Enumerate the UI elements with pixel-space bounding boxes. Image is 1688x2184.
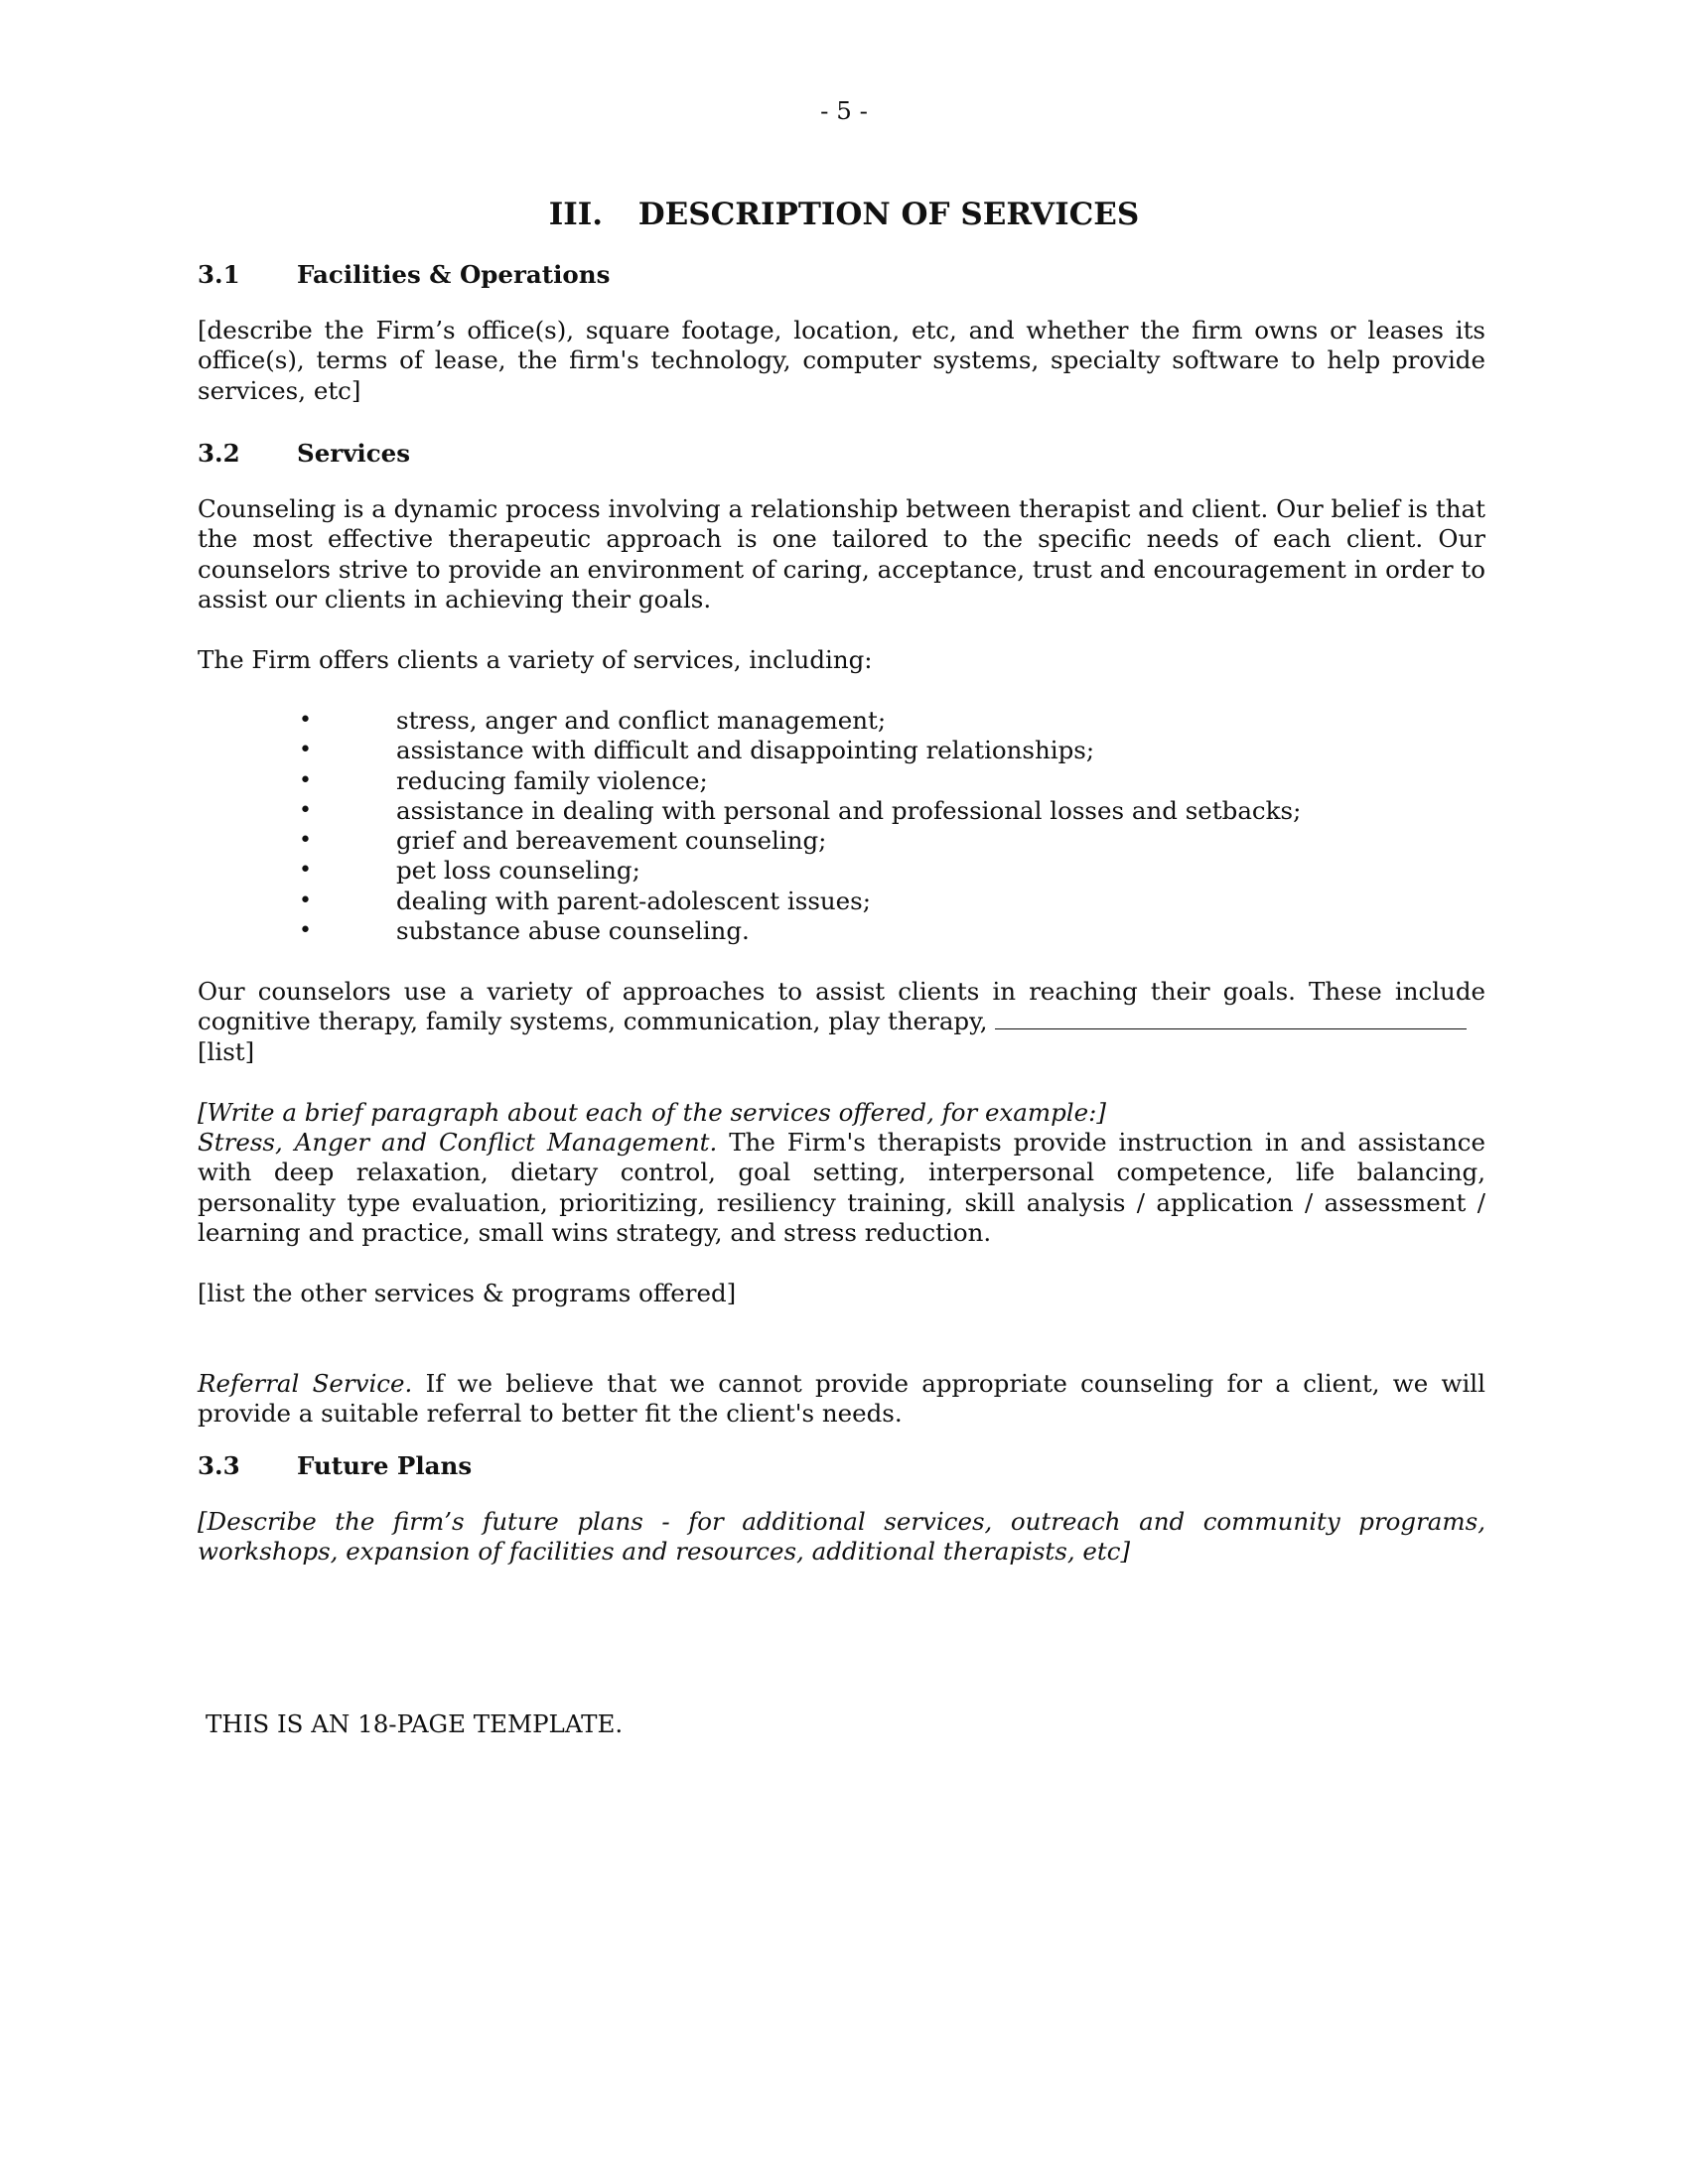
bullet-icon: • <box>299 887 312 913</box>
subsection-number: 3.3 <box>198 1451 240 1480</box>
subsection-heading-3-1 <box>198 260 1485 290</box>
approaches-paragraph: Our counselors use a variety of approaches to assist clients in reaching their goals. These include cognitive therapy, family systems, communication, play therapy, [list] <box>198 977 1485 1066</box>
fill-in-blank <box>995 1007 1467 1029</box>
bullet-icon: • <box>299 797 312 823</box>
example-body: The Firm's therapists provide instruction in and assistance with deep relaxation, dietary control, goal setting, interpersonal competence, life balancing, personality type evaluation, prioritizing, resiliency training, skill analysis / application / assessment / learning and practice, small wins strategy, and stress reduction. <box>198 1128 1485 1247</box>
list-item: • pet loss counseling; <box>299 856 640 886</box>
other-services-placeholder: [list the other services & programs offered] <box>198 1279 737 1307</box>
example-paragraph <box>198 1128 1485 1248</box>
example-title: Stress, Anger and Conflict Management. <box>198 1128 718 1157</box>
template-notice: THIS IS AN 18-PAGE TEMPLATE. <box>206 1709 624 1738</box>
list-item: • assistance with difficult and disappointing relationships; <box>299 736 1095 765</box>
bullet-icon: • <box>299 738 312 763</box>
subsection-title: Future Plans <box>297 1451 473 1480</box>
subsection-heading-3-2 <box>198 439 1485 469</box>
page-number: - 5 - <box>820 96 868 125</box>
bullet-icon: • <box>299 918 312 944</box>
subsection-number: 3.2 <box>198 439 240 468</box>
referral-body: If we believe that we cannot provide appropriate counseling for a client, we will provide a suitable referral to better fit the client's needs. <box>198 1369 1485 1429</box>
referral-title: Referral Service. <box>198 1369 413 1398</box>
list-item: • reducing family violence; <box>299 765 708 795</box>
bullet-icon: • <box>299 858 312 884</box>
section-heading: DESCRIPTION OF SERVICES <box>637 197 1140 232</box>
future-plans-paragraph: [Describe the firm’s future plans - for additional services, outreach and community programs, workshops, expansion of facilities and resources, additional therapists, etc] <box>198 1507 1485 1567</box>
bullet-icon: • <box>299 708 312 733</box>
list-item: • dealing with parent-adolescent issues; <box>299 886 872 915</box>
bullet-icon: • <box>299 767 312 793</box>
subsection-heading-3-3 <box>198 1451 1485 1481</box>
services-list <box>198 706 1485 946</box>
services-offers-line: The Firm offers clients a variety of services, including: <box>198 645 873 674</box>
facilities-paragraph: [describe the Firm’s office(s), square footage, location, etc, and whether the firm owns or leases its office(s), terms of lease, the firm's technology, computer systems, specialty software to help provide services, etc] <box>198 316 1485 405</box>
referral-paragraph <box>198 1369 1485 1430</box>
list-item: • substance abuse counseling. <box>299 916 750 946</box>
services-intro-paragraph: Counseling is a dynamic process involving a relationship between therapist and client. Our belief is that the most effective therapeutic approach is one tailored to the specific needs of each client. Our counselors strive to provide an environment of caring, acceptance, trust and encouragement in order to assist our clients in achieving their goals. <box>198 494 1485 614</box>
list-item: • grief and bereavement counseling; <box>299 826 827 856</box>
bullet-icon: • <box>299 828 312 854</box>
section-number: III. <box>548 197 603 232</box>
subsection-title: Facilities & Operations <box>297 260 611 289</box>
list-item: • stress, anger and conflict management; <box>299 706 887 735</box>
subsection-number: 3.1 <box>198 260 240 289</box>
approaches-list-placeholder: [list] <box>198 1036 255 1066</box>
example-note: [Write a brief paragraph about each of the services offered, for example:] <box>198 1098 1106 1127</box>
section-title <box>0 195 1688 234</box>
list-item: • assistance in dealing with personal and professional losses and setbacks; <box>299 795 1302 825</box>
subsection-title: Services <box>297 439 411 468</box>
